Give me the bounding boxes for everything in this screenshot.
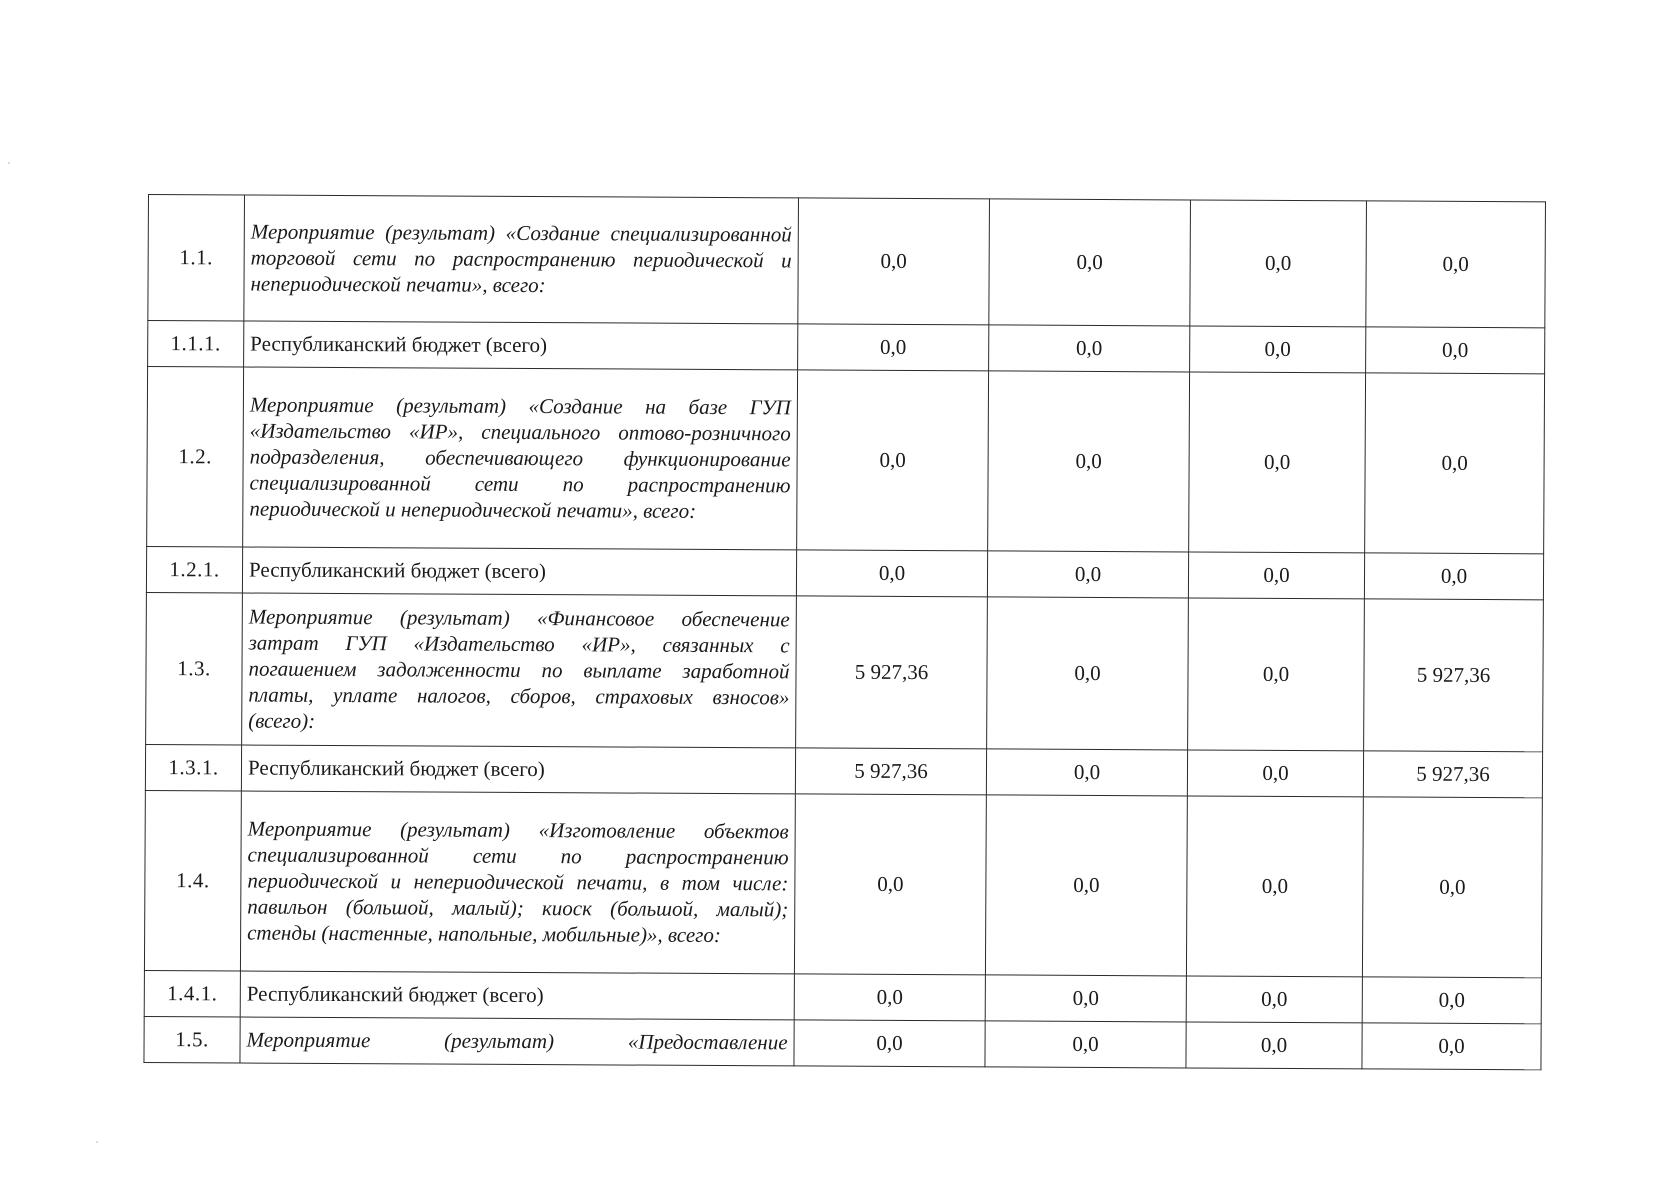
value-cell: 5 927,36 [796,596,988,749]
value-cell: 0,0 [989,325,1190,372]
value-cell: 0,0 [794,974,985,1021]
table-row [145,744,1542,797]
scan-speck [96,1141,98,1143]
value-cell: 0,0 [1186,976,1362,1023]
row-number: 1.1.1. [148,321,244,368]
value-cell: 0,0 [987,597,1189,750]
value-cell: 0,0 [1187,750,1363,797]
row-name: Мероприятие (результат) «Создание на базе ГУП «Издательство «ИР», специального оптово-розничного подразделения, обеспечивающего функционирование специализированной сети по распространению периодической и непериодической печати», всего: [243,367,798,550]
table-row [148,195,1546,328]
value-cell: 0,0 [797,370,989,551]
value-cell: 5 927,36 [1364,599,1544,752]
table-row [144,1016,1541,1069]
value-cell: 0,0 [986,749,1187,796]
value-cell: 0,0 [1186,796,1363,977]
value-cell: 5 927,36 [795,748,986,795]
row-name: Мероприятие (результат) «Финансовое обеспечение затрат ГУП «Издательство «ИР», связанных с погашением задолженности по выплате заработной платы, уплате налогов, сборов, страховых взносов» (всего): [242,593,797,748]
row-number: 1.5. [144,1016,240,1063]
row-number: 1.2. [147,367,244,548]
row-name: Республиканский бюджет (всего) [240,971,794,1020]
budget-table [143,194,1546,1070]
table-row [148,321,1545,374]
value-cell: 0,0 [985,975,1186,1022]
table-row [144,790,1542,977]
value-cell: 0,0 [1362,797,1542,978]
table-row [146,592,1544,751]
value-cell: 0,0 [989,199,1191,326]
table-row [147,367,1545,554]
value-cell: 0,0 [1365,373,1545,554]
value-cell: 0,0 [1190,200,1367,327]
value-cell: 0,0 [1362,1023,1541,1070]
value-cell: 0,0 [1188,552,1364,599]
row-name: Республиканский бюджет (всего) [241,745,795,794]
value-cell: 0,0 [1190,326,1366,373]
value-cell: 0,0 [987,551,1188,598]
value-cell: 0,0 [794,794,986,975]
value-cell: 0,0 [798,324,989,371]
row-number: 1.1. [148,195,245,322]
value-cell: 0,0 [988,371,1190,552]
value-cell: 0,0 [1366,201,1546,328]
value-cell: 5 927,36 [1363,751,1542,798]
value-cell: 0,0 [1364,553,1543,600]
row-number: 1.3. [146,592,243,745]
value-cell: 0,0 [1362,977,1541,1024]
value-cell: 0,0 [796,550,987,597]
row-number: 1.4.1. [144,970,240,1017]
value-cell: 0,0 [985,1021,1186,1068]
value-cell: 0,0 [985,795,1187,976]
row-name: Республиканский бюджет (всего) [242,547,796,596]
row-number: 1.2.1. [146,546,242,593]
row-name: Мероприятие (результат) «Предоставление [240,1017,794,1066]
row-name: Мероприятие (результат) «Создание специализированной торговой сети по распространению периодической и непериодической печати», всего: [244,195,799,324]
row-number: 1.4. [144,790,241,971]
value-cell: 0,0 [798,198,990,325]
value-cell: 0,0 [1188,598,1365,751]
value-cell: 0,0 [1189,372,1366,553]
row-name: Республиканский бюджет (всего) [244,321,798,370]
table-row [144,970,1541,1023]
table-row [146,546,1543,599]
value-cell: 0,0 [794,1020,985,1067]
row-name: Мероприятие (результат) «Изготовление объектов специализированной сети по распространению периодической и непериодической печати, в том числе: павильон (большой, малый); киоск (большой, малый); стенды (настенные, напольные, мобильные)», всего: [240,791,795,974]
scan-speck [8,162,10,164]
row-number: 1.3.1. [145,744,241,791]
value-cell: 0,0 [1366,327,1545,374]
value-cell: 0,0 [1186,1022,1362,1069]
